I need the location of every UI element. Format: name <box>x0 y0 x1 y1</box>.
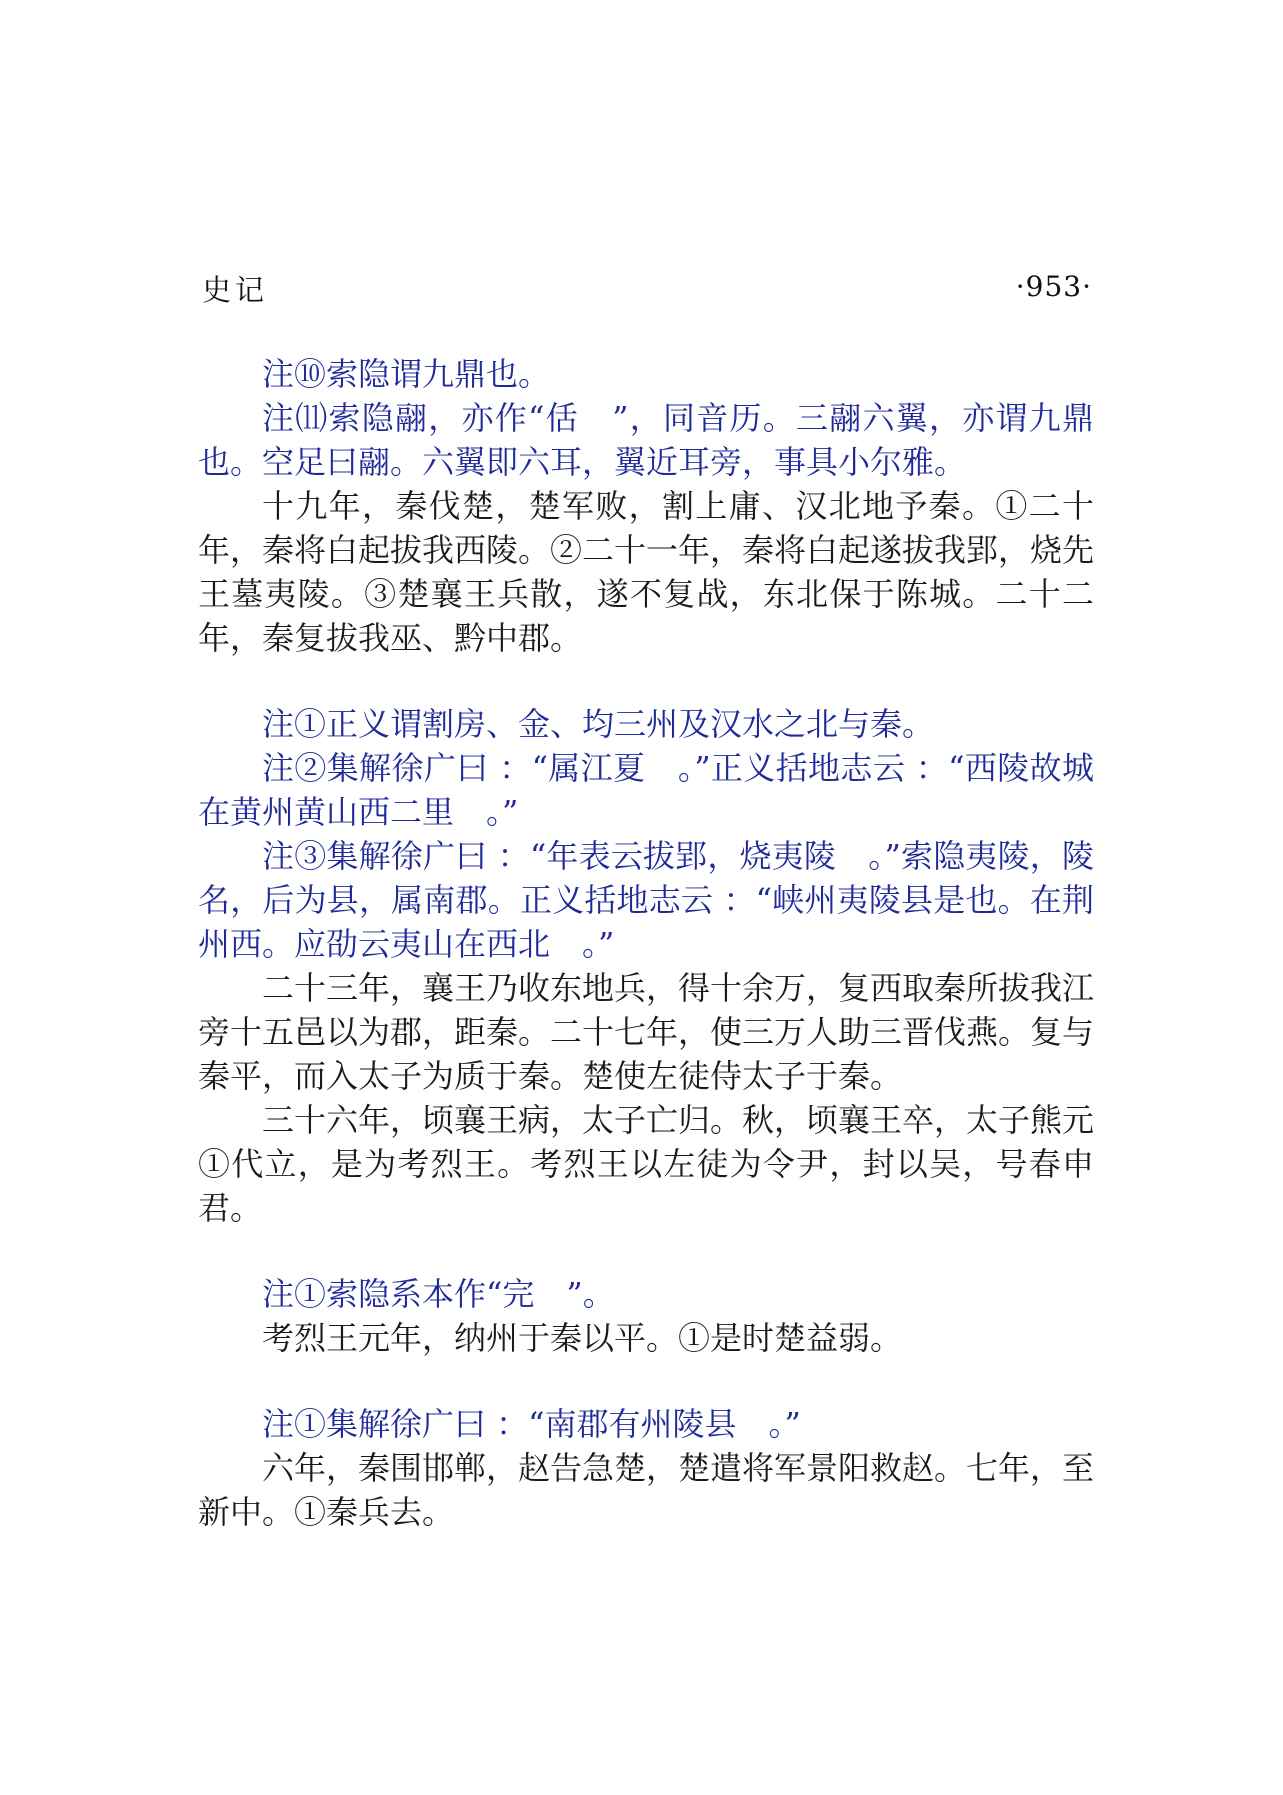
body-paragraph: 考烈王元年，纳州于秦以平。①是时楚益弱。 <box>262 1319 903 1357</box>
annotation-note: 注③集解徐广曰 ：“年表云拔郢，烧夷陵 。”索隐夷陵，陵名，后为县，属南郡。正义括地志云 ：“峡州夷陵县是也。在荆州西。应劭云夷山在西北 。” <box>198 837 1094 963</box>
body-paragraph: 六年，秦围邯郸，赵告急楚，楚遣将军景阳救赵。七年，至新中。①秦兵去。 <box>198 1449 1095 1531</box>
page-header <box>202 268 1092 308</box>
body-paragraph: 三十六年，顷襄王病，太子亡归。秋，顷襄王卒，太子熊元①代立，是为考烈王。考烈王以左徒为令尹，封以吴，号春申君。 <box>198 1101 1095 1227</box>
body-paragraph: 十九年，秦伐楚，楚军败，割上庸、汉北地予秦。①二十年，秦将白起拔我西陵。②二十一年，秦将白起遂拔我郢，烧先王墓夷陵。③楚襄王兵散，遂不复战，东北保于陈城。二十二年，秦复拔我巫、黔中郡。 <box>198 487 1095 657</box>
annotation-note: 注⑩索隐谓九鼎也。 <box>262 355 551 393</box>
paragraph-gap <box>198 1360 1094 1402</box>
paragraph-gap <box>198 660 1094 702</box>
annotation-note: 注①正义谓割房、金、均三州及汉水之北与秦。 <box>262 705 935 743</box>
paragraph-gap <box>198 1230 1094 1272</box>
book-title: 史记 <box>202 273 269 307</box>
page-content <box>198 352 1094 1534</box>
annotation-note: 注②集解徐广曰 ：“属江夏 。”正义括地志云 ：“西陵故城在黄州黄山西二里 。” <box>198 749 1094 831</box>
annotation-note: 注⑾索隐翮，亦作“佸 ”，同音历。三翮六翼，亦谓九鼎也。空足曰翮。六翼即六耳，翼近耳旁，事具小尔雅。 <box>198 399 1094 481</box>
annotation-note: 注①索隐系本作“完 ”。 <box>262 1275 615 1313</box>
body-paragraph: 二十三年，襄王乃收东地兵，得十余万，复西取秦所拔我江旁十五邑以为郡，距秦。二十七年，使三万人助三晋伐燕。复与秦平，而入太子为质于秦。楚使左徒侍太子于秦。 <box>198 969 1095 1095</box>
page-number: ·953· <box>1015 270 1092 303</box>
annotation-note: 注①集解徐广曰 ：“南郡有州陵县 。” <box>262 1405 801 1443</box>
